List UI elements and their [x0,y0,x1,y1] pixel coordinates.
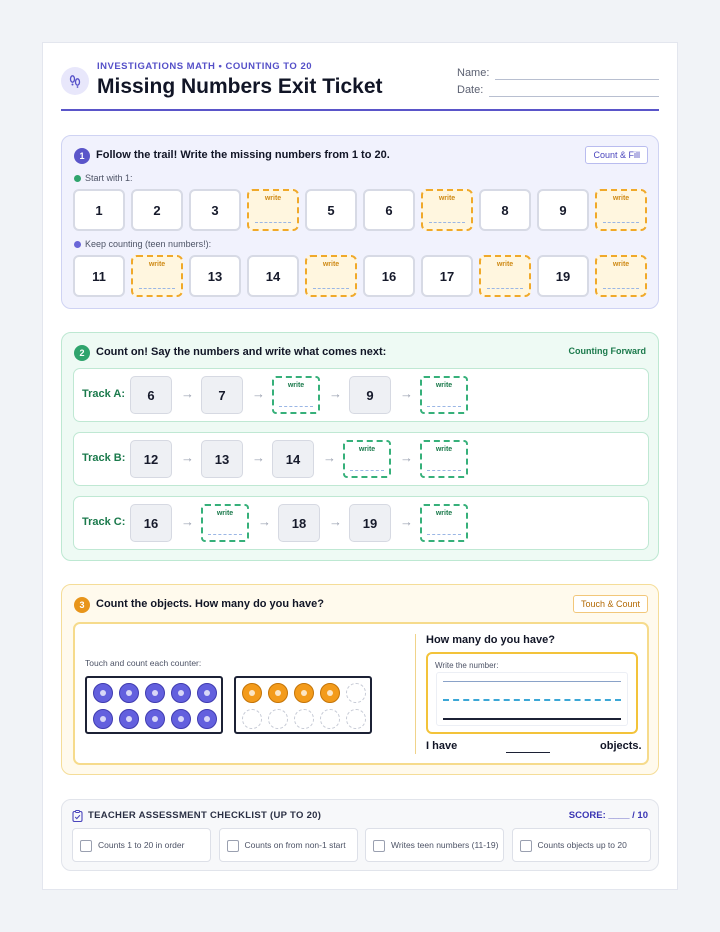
counter-center [126,716,132,722]
blank-answer-box[interactable] [272,376,320,414]
blank-answer-box[interactable] [479,255,531,297]
write-hint: write [438,195,456,202]
number-cell: 13 [189,255,241,297]
number-tile: 13 [201,440,243,478]
write-line [255,222,291,223]
number-tile: 9 [349,376,391,414]
row-label [74,239,211,249]
number-tile: 14 [272,440,314,478]
number-trail-row-1 [73,189,647,231]
counter-center [152,716,158,722]
answer-box [426,652,638,734]
number-cell: 9 [537,189,589,231]
counter-blue [145,683,165,703]
counter-blue [197,683,217,703]
arrow-right-icon: → [329,386,342,401]
empty-slot [346,709,366,729]
section-count-on [61,332,659,561]
arrow-right-icon: → [181,514,194,529]
date-label: Date: [457,84,484,96]
counter-center [178,690,184,696]
number-tile: 6 [130,376,172,414]
section-title: Count the objects. How many do you have? [96,598,324,610]
write-line [208,534,242,535]
page-title: Missing Numbers Exit Ticket [97,75,383,98]
empty-slot [294,709,314,729]
arrow-right-icon: → [181,450,194,465]
empty-slot [320,709,340,729]
counter-orange [294,683,314,703]
counter-center [178,716,184,722]
checkbox[interactable] [520,840,532,852]
track-row [73,368,649,422]
arrow-right-icon: → [252,386,265,401]
eyebrow: INVESTIGATIONS MATH • COUNTING TO 20 [97,61,313,72]
counter-blue [197,709,217,729]
blank-answer-box[interactable] [421,189,473,231]
write-line [429,222,465,223]
arrow-right-icon: → [329,514,342,529]
blank-answer-box[interactable] [343,440,391,478]
number-tile: 18 [278,504,320,542]
track-row [73,432,649,486]
score: SCORE: ____ / 10 [568,810,648,821]
row-label [74,173,133,183]
section-count-objects [61,584,659,775]
counter-center [204,716,210,722]
counter-orange [268,683,288,703]
counter-blue [119,683,139,703]
name-line[interactable] [495,79,659,80]
counter-blue [93,683,113,703]
name-field[interactable] [457,67,489,79]
number-cell: 17 [421,255,473,297]
writing-lines[interactable] [436,672,628,726]
number-tile: 7 [201,376,243,414]
counter-blue [119,709,139,729]
checklist-item[interactable] [219,828,358,862]
write-hint: write [435,510,453,517]
arrow-right-icon: → [400,514,413,529]
counter-blue [145,709,165,729]
empty-slot [268,709,288,729]
number-cell: 14 [247,255,299,297]
checkbox[interactable] [80,840,92,852]
track-label: Track C: [82,516,126,528]
section-number-badge: 2 [74,345,90,361]
counter-center [327,690,333,696]
track-label: Track B: [82,452,126,464]
header-rule [61,109,659,111]
write-hint: write [358,446,376,453]
write-hint: write [264,195,282,202]
checkbox[interactable] [227,840,239,852]
blank-answer-box[interactable] [420,440,468,478]
counter-orange [320,683,340,703]
clipboard-check-icon [72,809,83,827]
section-tag: Counting Forward [568,346,646,356]
write-line [279,406,313,407]
arrow-right-icon: → [400,450,413,465]
counter-center [126,690,132,696]
objects-text: objects. [600,740,642,752]
ten-frame-2 [234,676,372,734]
i-have-text: I have [426,740,458,752]
counter-orange [242,683,262,703]
header [61,61,659,113]
section-number-badge: 1 [74,148,90,164]
write-line [603,288,639,289]
counting-panel [73,622,649,765]
section-title: Follow the trail! Write the missing numbers from 1 to 20. [96,149,390,161]
checklist-label: Counts on from non-1 start [244,839,346,850]
number-tile: 12 [130,440,172,478]
date-line[interactable] [489,96,659,97]
write-hint: write [612,195,630,202]
section-tag: Touch & Count [573,595,648,613]
blank-answer-box[interactable] [420,504,468,542]
counter-center [275,690,281,696]
number-tile: 16 [130,504,172,542]
counter-center [100,716,106,722]
purple-dot-icon [74,241,81,248]
write-line [427,470,461,471]
number-cell: 16 [363,255,415,297]
ten-frame-1 [85,676,223,734]
green-dot-icon [74,175,81,182]
counter-center [152,690,158,696]
counter-center [249,690,255,696]
write-hint: write [322,261,340,268]
number-cell: 5 [305,189,357,231]
write-hint: write [287,382,305,389]
number-cell: 3 [189,189,241,231]
assessment-checklist [61,799,659,871]
checklist-item[interactable] [512,828,651,862]
number-cell: 6 [363,189,415,231]
counter-center [100,690,106,696]
arrow-right-icon: → [323,450,336,465]
write-line [350,470,384,471]
checklist-item[interactable] [365,828,504,862]
counter-blue [171,709,191,729]
answer-label: Write the number: [435,661,499,670]
write-hint: write [148,261,166,268]
blank-answer-box[interactable] [131,255,183,297]
section-tag: Count & Fill [585,146,648,164]
write-line [427,406,461,407]
checklist-item[interactable] [72,828,211,862]
counter-center [204,690,210,696]
checkbox[interactable] [373,840,385,852]
question: How many do you have? [426,634,555,646]
empty-slot [346,683,366,703]
section-missing-numbers [61,135,659,309]
write-hint: write [496,261,514,268]
arrow-right-icon: → [252,450,265,465]
checklist-label: Counts objects up to 20 [537,839,627,850]
write-hint: write [435,446,453,453]
counter-blue [93,709,113,729]
blank-answer-box[interactable] [595,255,647,297]
write-hint: write [216,510,234,517]
write-hint: write [612,261,630,268]
checklist-title: TEACHER ASSESSMENT CHECKLIST (UP TO 20) [88,810,322,821]
blank-answer-box[interactable] [247,189,299,231]
counter-center [301,690,307,696]
row-label-text: Keep counting (teen numbers!): [85,239,212,249]
base-line [443,718,621,720]
track-row [73,496,649,550]
write-line [427,534,461,535]
arrow-right-icon: → [400,386,413,401]
top-line [443,681,621,682]
arrow-right-icon: → [258,514,271,529]
section-title: Count on! Say the numbers and write what comes next: [96,346,387,358]
blank-answer-box[interactable] [420,376,468,414]
touch-label: Touch and count each counter: [85,658,202,668]
number-cell: 2 [131,189,183,231]
write-hint: write [435,382,453,389]
checklist-label: Writes teen numbers (11-19) [391,839,499,850]
empty-slot [242,709,262,729]
number-tile: 19 [349,504,391,542]
arrow-right-icon: → [181,386,194,401]
number-trail-row-2 [73,255,647,297]
track-label: Track A: [82,388,126,400]
counter-blue [171,683,191,703]
worksheet-page [42,42,678,890]
blank-answer-box[interactable] [595,189,647,231]
mid-line [443,699,621,701]
write-line [313,288,349,289]
number-cell: 8 [479,189,531,231]
footprints-icon [61,67,89,95]
date-field[interactable] [457,84,483,96]
divider [415,634,416,754]
answer-blank[interactable] [506,752,550,753]
write-line [487,288,523,289]
write-line [603,222,639,223]
number-cell: 19 [537,255,589,297]
section-number-badge: 3 [74,597,90,613]
name-label: Name: [457,67,490,79]
number-cell: 1 [73,189,125,231]
blank-answer-box[interactable] [201,504,249,542]
checklist-label: Counts 1 to 20 in order [98,839,185,850]
number-cell: 11 [73,255,125,297]
write-line [139,288,175,289]
row-label-text: Start with 1: [85,173,133,183]
blank-answer-box[interactable] [305,255,357,297]
